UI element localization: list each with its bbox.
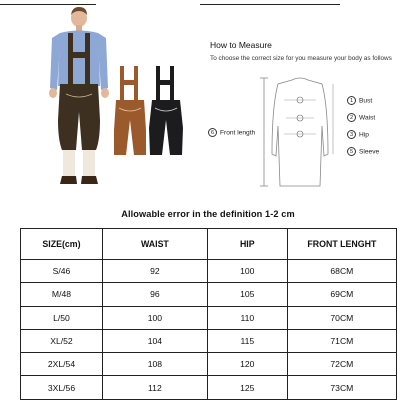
cell-size: M/48	[21, 283, 103, 306]
header-hip: HIP	[207, 229, 287, 260]
hip-label: 3 Hip	[347, 130, 369, 139]
cell-size: S/46	[21, 260, 103, 283]
cell-hip: 120	[207, 353, 287, 376]
how-to-measure-subtitle: To choose the correct size for you measure your body as follows	[210, 55, 392, 62]
cell-front-length: 69CM	[287, 283, 396, 306]
black-lederhosen	[149, 66, 183, 155]
cell-waist: 108	[102, 353, 207, 376]
table-row	[21, 306, 397, 329]
cell-size: 3XL/56	[21, 376, 103, 399]
table-row	[21, 353, 397, 376]
cell-hip: 100	[207, 260, 287, 283]
front-length-label: 6 Front length	[208, 128, 255, 137]
cell-front-length: 73CM	[287, 376, 396, 399]
table-row	[21, 260, 397, 283]
cell-waist: 104	[102, 329, 207, 352]
cell-front-length: 72CM	[287, 353, 396, 376]
table-row	[21, 283, 397, 306]
cell-hip: 110	[207, 306, 287, 329]
model-figure	[49, 7, 109, 184]
cell-size: L/50	[21, 306, 103, 329]
size-chart-table	[20, 228, 397, 400]
measurement-diagram	[200, 66, 416, 196]
cell-hip: 105	[207, 283, 287, 306]
cell-front-length: 71CM	[287, 329, 396, 352]
product-photo	[0, 0, 200, 200]
brown-lederhosen	[114, 66, 146, 155]
cell-waist: 92	[102, 260, 207, 283]
allowable-error-note: Allowable error in the definition 1-2 cm	[121, 209, 295, 219]
cell-front-length: 70CM	[287, 306, 396, 329]
header-front-length: FRONT LENGHT	[287, 229, 396, 260]
cell-hip: 115	[207, 329, 287, 352]
table-header-row	[21, 229, 397, 260]
how-to-measure-title: How to Measure	[210, 40, 272, 50]
waist-label: 2 Waist	[347, 113, 375, 122]
sleeve-label: 5 Sleeve	[347, 147, 379, 156]
table-row	[21, 329, 397, 352]
cell-size: XL/52	[21, 329, 103, 352]
cell-size: 2XL/54	[21, 353, 103, 376]
cell-waist: 96	[102, 283, 207, 306]
cell-waist: 100	[102, 306, 207, 329]
table-row	[21, 376, 397, 399]
cell-front-length: 68CM	[287, 260, 396, 283]
header-waist: WAIST	[102, 229, 207, 260]
cell-waist: 112	[102, 376, 207, 399]
bust-label: 1 Bust	[347, 96, 372, 105]
cell-hip: 125	[207, 376, 287, 399]
top-rule-right	[200, 4, 340, 5]
front-length-number: 6	[208, 128, 217, 137]
header-size: SIZE(cm)	[21, 229, 103, 260]
